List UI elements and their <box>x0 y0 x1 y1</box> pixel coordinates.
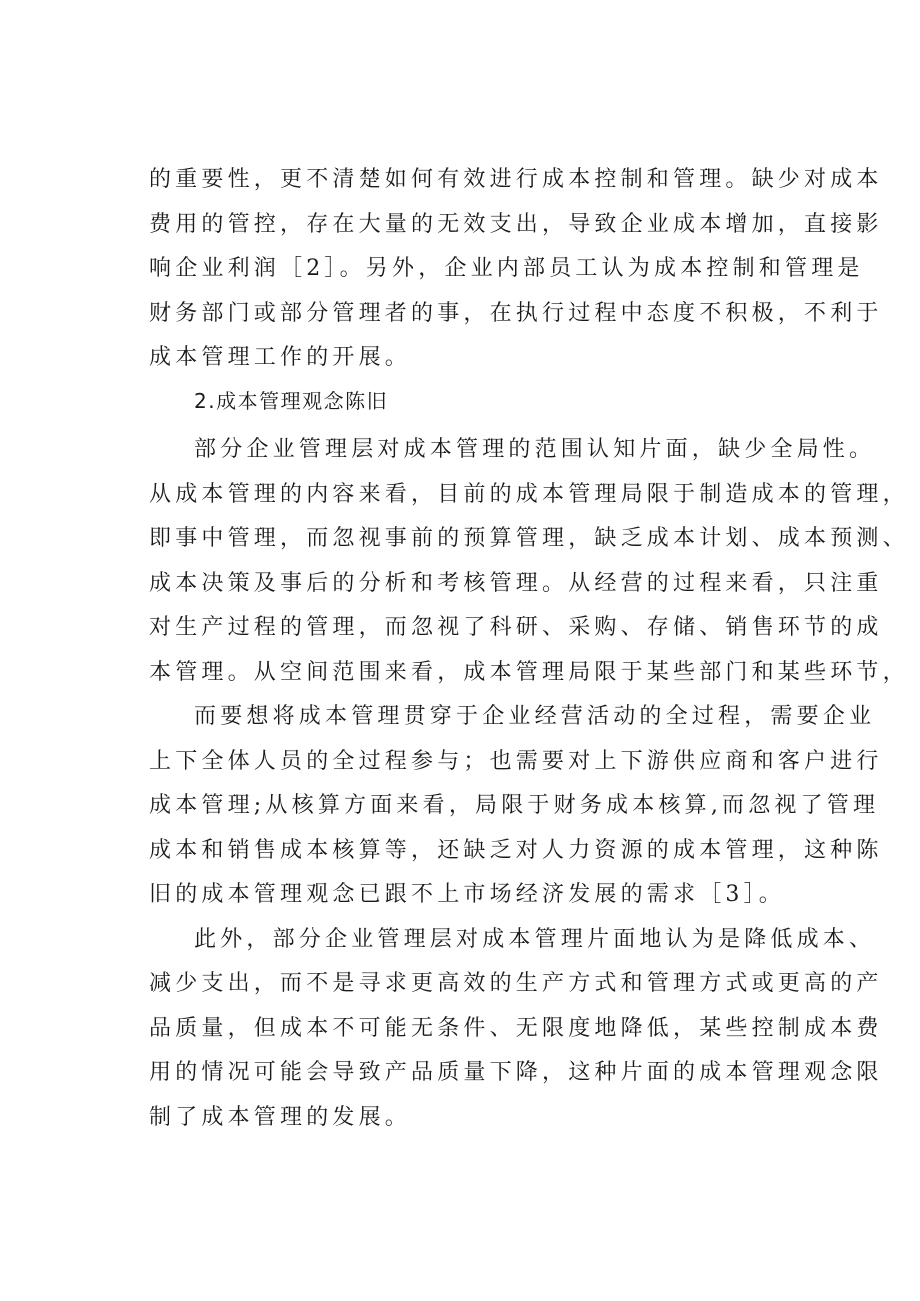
text-line: 即事中管理，而忽视事前的预算管理，缺乏成本计划、成本预测、 <box>149 526 909 551</box>
text-line: 而要想将成本管理贯穿于企业经营活动的全过程，需要企业 <box>194 704 876 729</box>
text-line: 费用的管控，存在大量的无效支出，导致企业成本增加，直接影 <box>149 212 883 237</box>
text-line: 用的情况可能会导致产品质量下降，这种片面的成本管理观念限 <box>149 1060 883 1085</box>
text-line: 对生产过程的管理，而忽视了科研、采购、存储、销售环节的成 <box>149 615 883 640</box>
text-line: 成本决策及事后的分析和考核管理。从经营的过程来看，只注重 <box>149 571 883 596</box>
text-line: 成本和销售成本核算等，还缺乏对人力资源的成本管理，这种陈 <box>149 838 883 863</box>
text-line: 制了成本管理的发展。 <box>149 1105 412 1130</box>
text-line: 部分企业管理层对成本管理的范围认知片面，缺少全局性。 <box>194 437 876 462</box>
text-line: 本管理。从空间范围来看，成本管理局限于某些部门和某些环节， <box>149 660 909 685</box>
text-line: 此外，部分企业管理层对成本管理片面地认为是降低成本、 <box>194 927 876 952</box>
text-line: 财务部门或部分管理者的事，在执行过程中态度不积极，不利于 <box>149 301 883 326</box>
text-line: 旧的成本管理观念已跟不上市场经济发展的需求［3］。 <box>149 882 785 907</box>
text-line: 的重要性，更不清楚如何有效进行成本控制和管理。缺少对成本 <box>149 167 883 192</box>
text-line: 品质量，但成本不可能无条件、无限度地降低，某些控制成本费 <box>149 1016 883 1041</box>
text-line: 响企业利润［2］。另外，企业内部员工认为成本控制和管理是 <box>149 256 864 281</box>
text-line: 成本管理工作的开展。 <box>149 345 412 370</box>
section-heading: 2.成本管理观念陈旧 <box>194 389 389 413</box>
text-line: 成本管理;从核算方面来看，局限于财务成本核算,而忽视了管理 <box>149 793 880 818</box>
text-line: 从成本管理的内容来看，目前的成本管理局限于制造成本的管理， <box>149 482 909 507</box>
text-line: 上下全体人员的全过程参与；也需要对上下游供应商和客户进行 <box>149 749 883 774</box>
text-line: 减少支出，而不是寻求更高效的生产方式和管理方式或更高的产 <box>149 971 883 996</box>
